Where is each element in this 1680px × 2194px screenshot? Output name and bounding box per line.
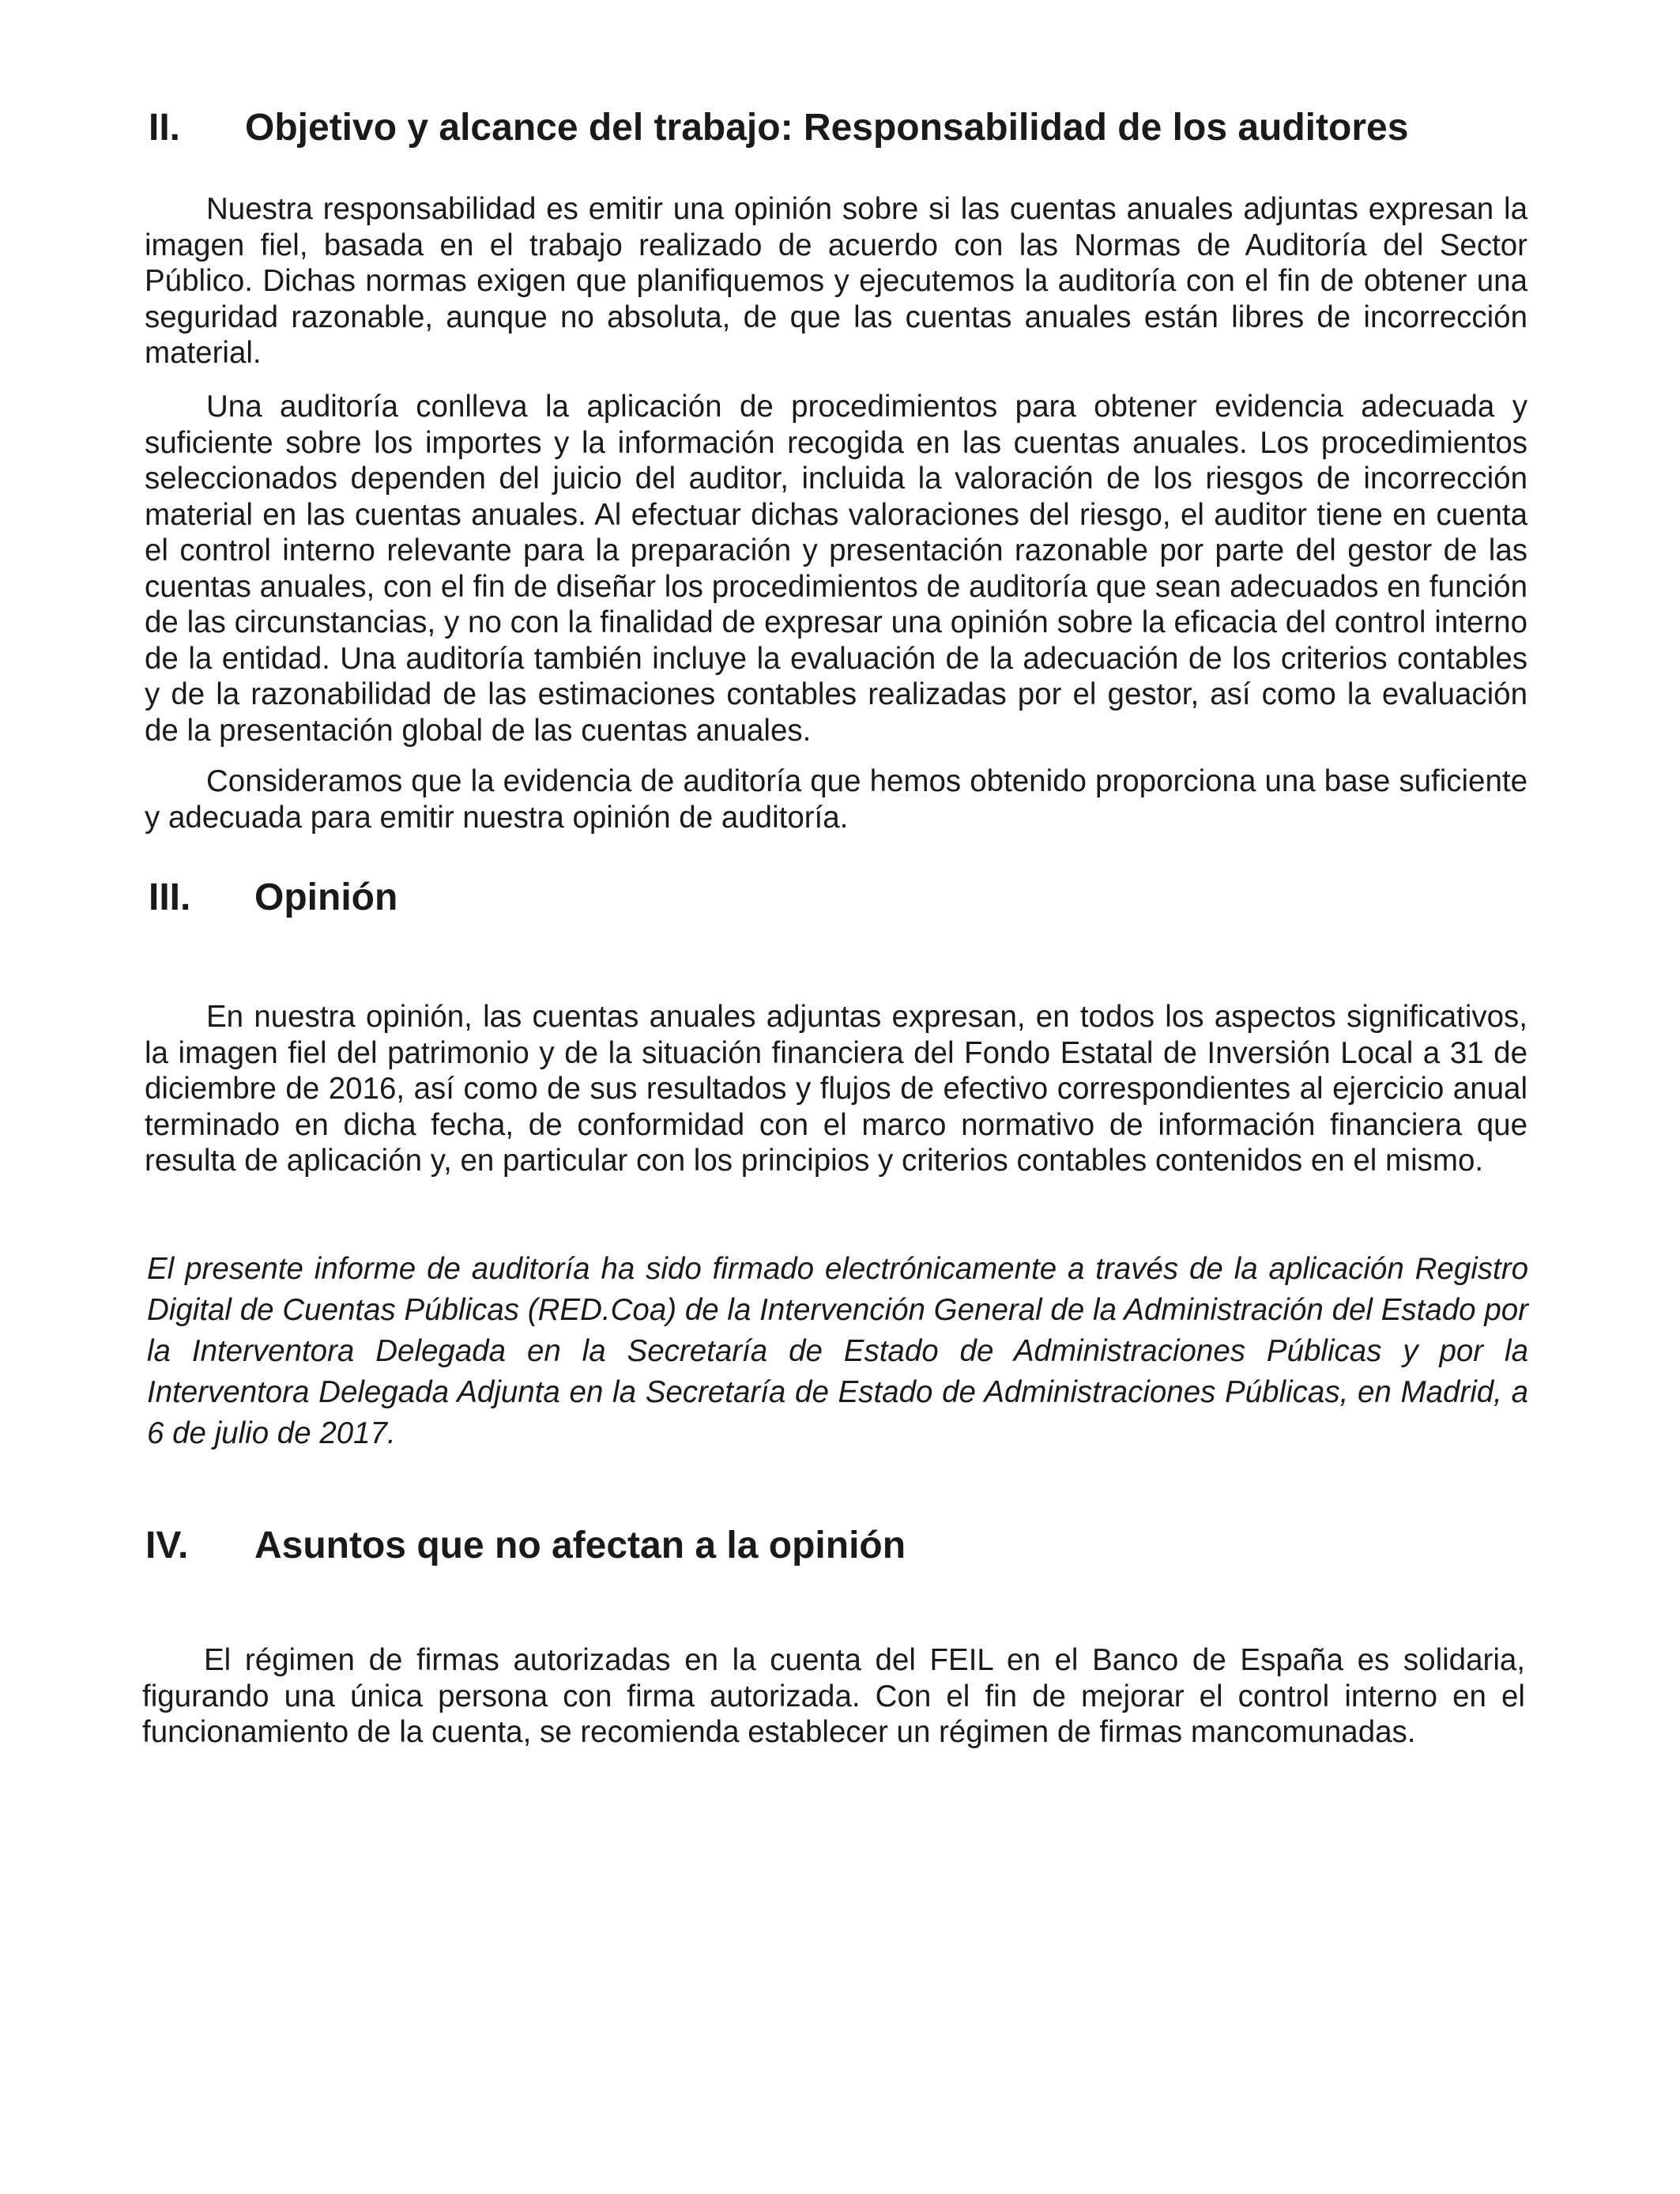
section-number: III. bbox=[149, 876, 191, 918]
signature-note: El presente informe de auditoría ha sido firmado electrónicamente a través de la aplicación Registro Digital de Cuentas Públicas (RED.Coa) de la Intervención General de la Administración del Estado por la Interventora Delegada en la Secretaría de Estado de Administraciones Públicas y por la Interventora Delegada Adjunta en la Secretaría de Estado de Administraciones Públicas, en Madrid, a 6 de julio de 2017. bbox=[147, 1252, 1528, 1450]
section-number: IV. bbox=[145, 1525, 189, 1566]
paragraph: En nuestra opinión, las cuentas anuales adjuntas expresan, en todos los aspectos significativos, la imagen fiel del patrimonio y de la situación financiera del Fondo Estatal de Inversión Local a 31 de diciembre de 2016, así como de sus resultados y flujos de efectivo correspondientes al ejercicio anual terminado en dicha fecha, de conformidad con el marco normativo de información financiera que resulta de aplicación y, en particular con los principios y criterios contables contenidos en el mismo. bbox=[145, 1000, 1527, 1178]
paragraph: Nuestra responsabilidad es emitir una opinión sobre si las cuentas anuales adjuntas expresan la imagen fiel, basada en el trabajo realizado de acuerdo con las Normas de Auditoría del Sector Público. Dichas normas exigen que planifiquemos y ejecutemos la auditoría con el fin de obtener una seguridad razonable, aunque no absoluta, de que las cuentas anuales están libres de incorrección material. bbox=[145, 192, 1527, 370]
section-title: Objetivo y alcance del trabajo: Responsabilidad de los auditores bbox=[245, 107, 1409, 149]
section-title: Opinión bbox=[254, 876, 398, 918]
section-title: Asuntos que no afectan a la opinión bbox=[254, 1525, 906, 1566]
section-number: II. bbox=[149, 107, 181, 149]
paragraph: Una auditoría conlleva la aplicación de procedimientos para obtener evidencia adecuada y suficiente sobre los importes y la información recogida en las cuentas anuales. Los procedimientos seleccionados dependen del juicio del auditor, incluida la valoración de los riesgos de incorrección material en las cuentas anuales. Al efectuar dichas valoraciones del riesgo, el auditor tiene en cuenta el control interno relevante para la preparación y presentación razonable por parte del gestor de las cuentas anuales, con el fin de diseñar los procedimientos de auditoría que sean adecuados en función de las circunstancias, y no con la finalidad de expresar una opinión sobre la eficacia del control interno de la entidad. Una auditoría también incluye la evaluación de la adecuación de los criterios contables y de la razonabilidad de las estimaciones contables realizadas por el gestor, así como la evaluación de la presentación global de las cuentas anuales. bbox=[145, 390, 1527, 748]
paragraph: El régimen de firmas autorizadas en la cuenta del FEIL en el Banco de España es solidaria, figurando una única persona con firma autorizada. Con el fin de mejorar el control interno en el funcionamiento de la cuenta, se recomienda establecer un régimen de firmas mancomunadas. bbox=[142, 1643, 1525, 1749]
paragraph: Consideramos que la evidencia de auditoría que hemos obtenido proporciona una base suficiente y adecuada para emitir nuestra opinión de auditoría. bbox=[145, 764, 1527, 835]
